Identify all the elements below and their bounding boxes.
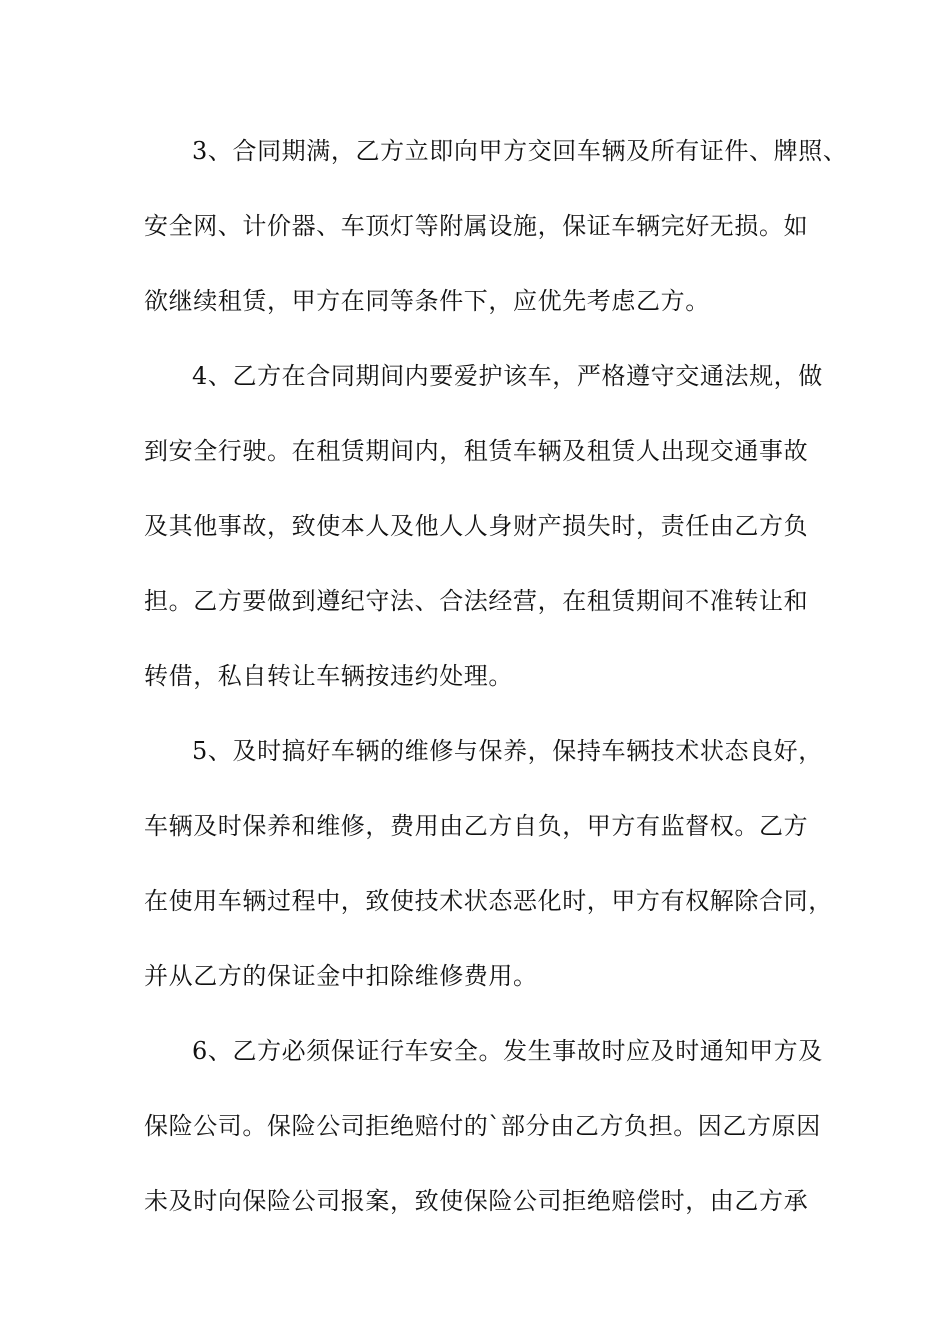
text-line <box>0 206 950 246</box>
paragraph-5-line-4: 并从乙方的保证金中扣除维修费用。 <box>144 962 538 990</box>
text-line <box>0 131 950 171</box>
paragraph-4-line-1: 4、乙方在合同期间内要爱护该车，严格遵守交通法规，做 <box>192 362 823 390</box>
paragraph-3-line-2: 安全网、计价器、车顶灯等附属设施，保证车辆完好无损。如 <box>144 212 809 240</box>
paragraph-4-line-4: 担。乙方要做到遵纪守法、合法经营，在租赁期间不准转让和 <box>144 587 809 615</box>
text-line <box>0 1106 950 1146</box>
paragraph-5-line-2: 车辆及时保养和维修，费用由乙方自负，甲方有监督权。乙方 <box>144 812 809 840</box>
paragraph-3-line-3: 欲继续租赁，甲方在同等条件下，应优先考虑乙方。 <box>144 287 710 315</box>
text-line <box>0 356 950 396</box>
text-line <box>0 956 950 996</box>
paragraph-4-line-3: 及其他事故，致使本人及他人人身财产损失时，责任由乙方负 <box>144 512 809 540</box>
text-line <box>0 881 950 921</box>
paragraph-5-line-3: 在使用车辆过程中，致使技术状态恶化时，甲方有权解除合同， <box>144 887 833 915</box>
text-line <box>0 506 950 546</box>
text-line <box>0 1181 950 1221</box>
text-line <box>0 581 950 621</box>
paragraph-5-line-1: 5、及时搞好车辆的维修与保养，保持车辆技术状态良好， <box>192 737 823 765</box>
text-line <box>0 281 950 321</box>
text-line <box>0 1031 950 1071</box>
text-line <box>0 431 950 471</box>
text-line <box>0 731 950 771</box>
paragraph-6-line-2: 保险公司。保险公司拒绝赔付的`部分由乙方负担。因乙方原因 <box>144 1112 821 1140</box>
paragraph-6-line-3: 未及时向保险公司报案，致使保险公司拒绝赔偿时，由乙方承 <box>144 1187 809 1215</box>
paragraph-4-line-2: 到安全行驶。在租赁期间内，租赁车辆及租赁人出现交通事故 <box>144 437 809 465</box>
paragraph-4-line-5: 转借，私自转让车辆按违约处理。 <box>144 662 513 690</box>
paragraph-6-line-1: 6、乙方必须保证行车安全。发生事故时应及时通知甲方及 <box>192 1037 823 1065</box>
text-line <box>0 656 950 696</box>
paragraph-3-line-1: 3、合同期满，乙方立即向甲方交回车辆及所有证件、牌照、 <box>192 137 848 165</box>
text-line <box>0 806 950 846</box>
